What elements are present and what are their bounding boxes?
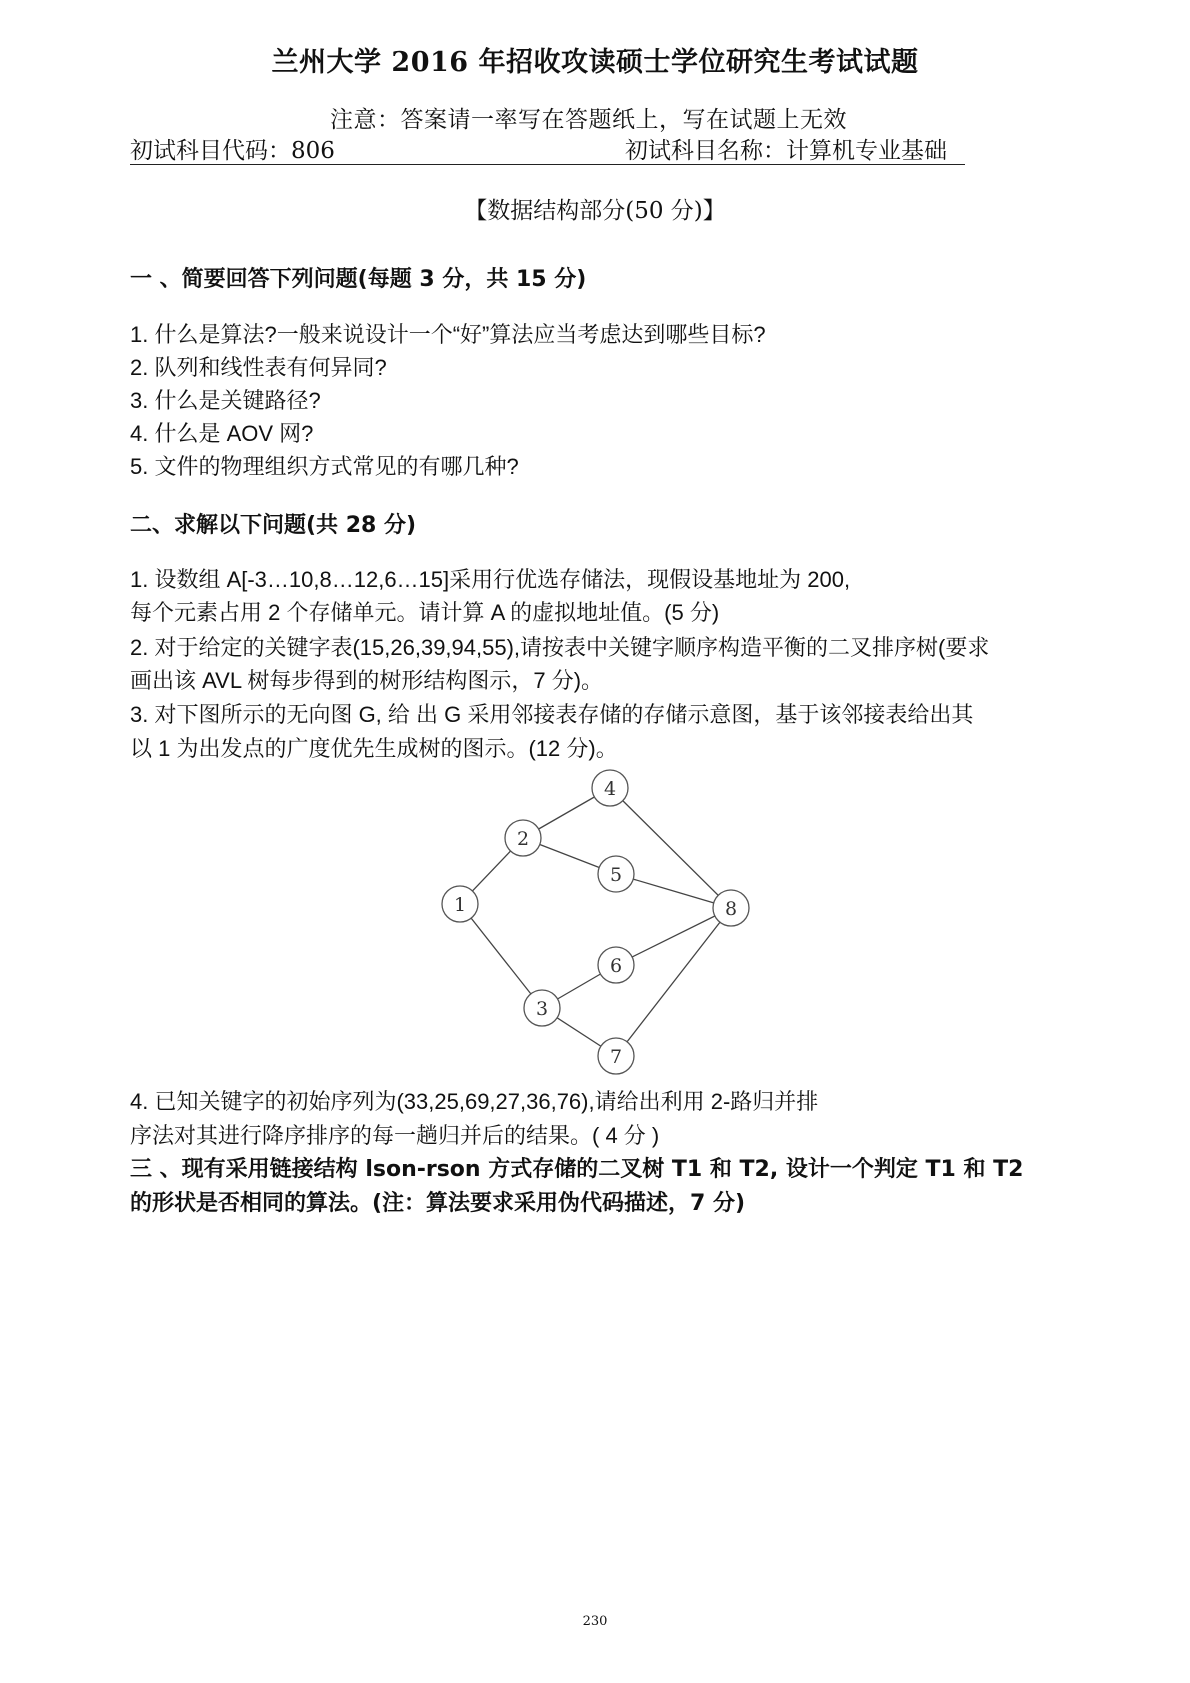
section-3-line-2: 的形状是否相同的算法。(注：算法要求采用伪代码描述，7 分)	[130, 1191, 746, 1216]
edge-1-3	[460, 904, 542, 1008]
question-2-3-line-1: 3. 对下图所示的无向图 G, 给 出 G 采用邻接表存储的存储示意图，基于该邻接表给出其	[130, 702, 974, 727]
node-3-label: 3	[535, 998, 549, 1020]
question-2-4-line-1: 4. 已知关键字的初始序列为(33,25,69,27,36,76),请给出利用 2-路归并排	[130, 1089, 819, 1114]
answer-notice: 注意：答案请一率写在答题纸上，写在试题上无效	[330, 107, 847, 133]
node-4-label: 4	[603, 778, 617, 800]
undirected-graph-g	[440, 768, 760, 1080]
question-2-3-line-2: 以 1 为出发点的广度优先生成树的图示。(12 分)。	[130, 736, 618, 761]
question-2-1-line-2: 每个元素占用 2 个存储单元。请计算 A 的虚拟地址值。(5 分)	[130, 600, 720, 625]
exam-title: 兰州大学 2016 年招收攻读硕士学位研究生考试试题	[271, 47, 919, 78]
section-2-heading: 二、求解以下问题(共 28 分)	[130, 513, 417, 538]
subject-info-row	[130, 132, 965, 165]
node-8-label: 8	[724, 898, 738, 920]
question-1-1: 1. 什么是算法?一般来说设计一个“好”算法应当考虑达到哪些目标?	[130, 322, 766, 347]
section-1-heading: 一 、简要回答下列问题(每题 3 分，共 15 分)	[130, 267, 587, 292]
question-2-1-line-1: 1. 设数组 A[-3…10,8…12,6…15]采用行优选存储法，现假设基地址为 200,	[130, 567, 851, 592]
question-1-4: 4. 什么是 AOV 网?	[130, 421, 314, 446]
subject-code: 初试科目代码：806	[130, 138, 335, 164]
edge-7-8	[616, 908, 731, 1056]
question-2-4-line-2: 序法对其进行降序排序的每一趟归并后的结果。( 4 分 )	[130, 1123, 660, 1148]
section-3-line-1: 三 、现有采用链接结构 lson-rson 方式存储的二叉树 T1 和 T2, 设计一个判定 T1 和 T2	[130, 1157, 1024, 1182]
page-number: 230	[582, 1614, 608, 1629]
node-6-label: 6	[609, 955, 623, 977]
part-title: 【数据结构部分(50 分)】	[464, 198, 726, 224]
subject-name: 初试科目名称：计算机专业基础	[625, 138, 947, 164]
question-2-2-line-2: 画出该 AVL 树每步得到的树形结构图示，7 分)。	[130, 668, 604, 693]
question-2-2-line-1: 2. 对于给定的关键字表(15,26,39,94,55),请按表中关键字顺序构造平衡的二叉排序树(要求	[130, 635, 990, 660]
node-5-label: 5	[609, 864, 623, 886]
question-1-2: 2. 队列和线性表有何异同?	[130, 355, 387, 380]
edge-6-8	[616, 908, 731, 965]
node-2-label: 2	[516, 828, 530, 850]
question-1-5: 5. 文件的物理组织方式常见的有哪几种?	[130, 454, 519, 479]
node-7-label: 7	[609, 1046, 623, 1068]
node-1-label: 1	[453, 894, 467, 916]
question-1-3: 3. 什么是关键路径?	[130, 388, 321, 413]
